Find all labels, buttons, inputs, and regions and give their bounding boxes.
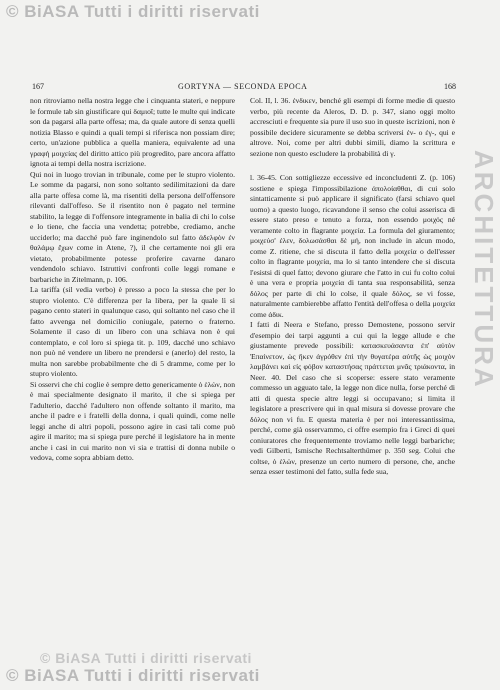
seal-text: ARCHITETTURA bbox=[469, 150, 499, 390]
page-number-right: 168 bbox=[444, 82, 456, 91]
paragraph: non ritroviamo nella nostra legge che i cinquanta stateri, e neppure le formule tab sin giustificare qui δαμιοῖ; tutte le multe qui indicate son da pagarsi alla parte offesa; ma, da quale autore di senza quelli notizia Blasso e quindi a quali tempi si riferisca non possiam dire; certo, un'azione pubblica a quella maniera, equivalente ad una γραφή μοιχείας del diritto attico più progredito, pare ancora affatto ignota ai tempi della nostra iscrizione. bbox=[30, 96, 235, 168]
paragraph: Qui noi in luogo trovian in tribunale, come per le stupro violento. Le somme da pagarsi, non sono soltanto sedilimitazioni da dare alla parte offesa come là, ma risentiti della persona dell'offensore rilevanti dall'offeso. Se il risentito non è pagato nel termine stabilito, la legge di l'offensore integramente in balia di chi lo colse e lo tiene, che faccia una vendetta; potrebbe, crediamo, anche ucciderlo; ma dacché può fare inginendolo sul fatto ἀδελφὸν ἐν θαλάμῳ ἔχων come in Atene, ?), il che certamente noi gli era vietato, probabilmente potesse proferire cavarne danaro vendendolo schiavo. Istruttivi confronti colle leggi romane e barbariche in Zitelmann, p. 106. bbox=[30, 169, 235, 284]
paragraph: I fatti di Neera e Stefano, presso Demostene, possono servir d'esempio dei tarpi aggunti a cui qui la legge allude e che giustamente prevede possibili: κατασκευάσαντα ἐπ' αὐτὸν Ἐπαίνετον, ὡς ἥκεν ἀγρόθεν ἐπὶ τὴν θυγατέρα αὐτῆς ὡς μοιχὸν λαμβάνει καὶ εἰς φόβον καταστήσας πράττεται μνᾶς τριάκοντα, in Neer. 40. Del caso che si scoperse: essere stato veramente commesso un agguato tale, la legge non dice nulla, forse perché di atti di questa specie altre leggi si occupavano; si limita il legislatore a prescrivere qui in qual misura si dovesse provare che δόλος non vi fu. E questa materia è per noi interessantissima, perché, come già osservammo, ci offre esempio fra i Greci di quei coniuratores che frequentemente troviamo nelle leggi barbariche; vedi Gilberti, Ismische Rechtsalterthümer p. 350 seg. Colui che coltse, ὁ ἑλών, presenze un certo numero di persone, che, anche senza esser testimoni del fatto, sulla fede sua, bbox=[250, 320, 455, 476]
watermark-faint: © BiASA Tutti i diritti riservati bbox=[40, 650, 252, 666]
running-header bbox=[28, 82, 460, 94]
watermark-bottom: © BiASA Tutti i diritti riservati bbox=[6, 666, 260, 685]
left-column bbox=[30, 96, 235, 464]
right-column bbox=[250, 96, 455, 478]
library-seal-stamp bbox=[462, 150, 500, 490]
watermark-top: © BiASA Tutti i diritti riservati bbox=[6, 2, 260, 21]
page-number-left: 167 bbox=[32, 82, 44, 91]
paragraph: l. 36-45. Con sottigliezze eccessive ed inconcludenti Z. (p. 106) sostiene e spiega l'impossibilazione ἀπολοίαθθαι, di cui solo sintatticamente si può applicare il significato (farsi schiavo quel uomo) a questo luogo, ricavandone il senso che colui asserisca di essere stato preso e tenuto a forza, non essendo μοιχός né veramente colto in flagrante μοιχεία. La formula del giuramento; μοιχεύσ' ἐλεν, δολωσάσθαι δὲ μή, non include in alcun modo, come Z. ritiene, che si discuta il fatto della μοιχεία o dell'esser colto in flagrante μοιχεία, ma lo si tanto intendere che si discuta l'esistsi di quel fatto; devono giurare che l'atto in cui fu colto colui è una vera e propria μοιχεία di tanta sua responsabilità, senza δόλος per parte di chi lo colse, il quale δόλος, se vi fosse, naturalmente cambierebbe affatto l'entità dell'offesa o della μοιχεία come ἀδικ. bbox=[250, 173, 455, 319]
paragraph: Si osservi che chi coglie è sempre detto genericamente ὁ ἑλών, non è mai specialmente designato il marito, il che si spiega per l'adulterio, dacché l'adultero non offende soltanto il marito, ma anche il padre e i fratelli della donna, i quali quindi, come nelle leggi anche di altri popoli, possono agire in casi tali come può agire il marito; ma si spiega pure perché il legislatore ha in mente anche i casi in cui marito non vi sia e trattisi di donna nubile o vedova, come sopra abbiam detto. bbox=[30, 379, 235, 462]
paragraph: La tariffa (sil vedia verbo) è presso a poco la stessa che per lo stupro violento. C'è differenza per la libera, per la quale lì si pagano cento stateri in qualunque caso, qui soltanto nel caso che il fatto avvenga nel domicilio coniugale, paterno o fraterno. Solamente il caso di un libero con una schiava non è qui contemplato, e col loro si spiega tit. p. 109, dacché uno schiavo non può né vendere un libero ne prendersi e (anerlo) del resto, la multa non sarebbe probabilmente che di 5 dramme, come per lo stupro violento. bbox=[30, 285, 235, 378]
paragraph: Col. II, l. 36. ἐνδικεν, benché gli esempi di forme medie di questo verbo, più recente da Aleros, D. D. p. 347, siano oggi molto accresciuti e frequente sia pure il uso suo in queste iscrizioni, non è possibile decidere sicuramente se debba scriversi ἐν- o ἐγ-, qui e altrove. Noi, come per altri dubbi simili, diamo la scrittura e sezione non questo escludere la probabilità di γ. bbox=[250, 96, 455, 158]
running-title: GORTYNA — SECONDA EPOCA bbox=[178, 82, 308, 91]
book-page bbox=[28, 82, 460, 652]
paragraph-gap bbox=[250, 159, 455, 173]
